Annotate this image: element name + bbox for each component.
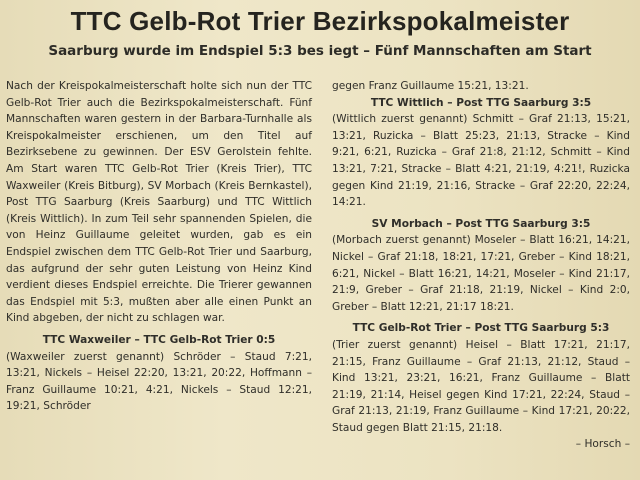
- match-result-wittlich-saarburg: (Wittlich zuerst genannt) Schmitt – Graf 21:13, 15:21, 13:21, Ruzicka – Blatt 25:23, 21:13, Stracke – Kind 9:21, 6:21, Ruzicka – Graf 21:8, 21:12, Schmitt – Kind 13:21, 7:21, Stracke – Blatt 4:21, 21:19, 4:21!, Ruzicka gegen Kind 21:19, 21:16, Stracke – Graf 22:20, 22:24, 14:21.: [332, 113, 630, 209]
- match-result-waxweiler-trier: (Waxweiler zuerst genannt) Schröder – Staud 7:21, 13:21, Nickels – Heisel 22:20, 13:21, 20:22, Hoffmann – Franz Guillaume 10:21, 4:21, Nickels – Staud 12:21, 19:21, Schröder: [6, 350, 312, 413]
- match-heading-waxweiler-trier: TTC Waxweiler – TTC Gelb-Rot Trier 0:5: [42, 333, 276, 346]
- match-result-trier-saarburg: (Trier zuerst genannt) Heisel – Blatt 17:21, 21:17, 21:15, Franz Guillaume – Graf 21:13, 21:12, Staud – Kind 13:21, 23:21, 16:21, Franz Guillaume – Blatt 21:19, 21:14, Heisel gegen Kind 17:21, 22:24, Staud – Graf 21:13, 21:19, Franz Guillaume – Kind 17:21, 20:22, Staud gegen Blatt 21:15, 21:18.: [332, 338, 630, 434]
- headline: TTC Gelb-Rot Trier Bezirkspokalmeister: [70, 6, 570, 36]
- match-heading-morbach-saarburg: SV Morbach – Post TTG Saarburg 3:5: [371, 217, 591, 230]
- match-result-morbach-saarburg: (Morbach zuerst genannt) Moseler – Blatt 16:21, 14:21, Nickel – Graf 21:18, 18:21, 17:21, Greber – Kind 18:21, 6:21, Nickel – Blatt 16:21, 14:21, Moseler – Kind 21:17, 21:9, Greber – Graf 21:18, 21:19, Nickel – Kind 2:0, Greber – Blatt 12:21, 21:17 18:21.: [332, 234, 630, 313]
- match-heading-wittlich-saarburg: TTC Wittlich – Post TTG Saarburg 3:5: [370, 96, 592, 109]
- subheadline: Saarburg wurde im Endspiel 5:3 bes iegt – Fünf Mannschaften am Start: [48, 43, 592, 59]
- match-heading-trier-saarburg: TTC Gelb-Rot Trier – Post TTG Saarburg 5:3: [352, 322, 610, 335]
- intro-paragraph: Nach der Kreispokalmeisterschaft holte sich nun der TTC Gelb-Rot Trier auch die Bezirkspokalmeisterschaft. Fünf Mannschaften waren gestern in der Barbara-Turnhalle als Kreispokalmeister erschienen, um den Titel auf Bezirksebene zu gewinnen. Der ESV Gerolstein fehlte. Am Start waren TTC Gelb-Rot Trier (Kreis Trier), TTC Waxweiler (Kreis Bitburg), SV Morbach (Kreis Bernkastel), Post TTG Saarburg (Kreis Saarburg) und TTC Wittlich (Kreis Wittlich). In zum Teil sehr spannenden Spielen, die von Heinz Guillaume geleitet wurden, gab es ein Endspiel zwischen dem TTC Gelb-Rot Trier und Saarburg, das aufgrund der sehr guten Leistung von Heinz Kind verdient dieses Endspiel erreichte. Die Trierer gewannen das Endspiel mit 5:3, mußten aber alle einen Punkt an Kind abgeben, der nicht zu schlagen war.: [6, 80, 312, 325]
- continuation-text: gegen Franz Guillaume 15:21, 13:21.: [332, 80, 529, 92]
- author-signature: – Horsch –: [575, 438, 630, 451]
- left-column: [6, 78, 312, 415]
- right-column: [332, 78, 630, 453]
